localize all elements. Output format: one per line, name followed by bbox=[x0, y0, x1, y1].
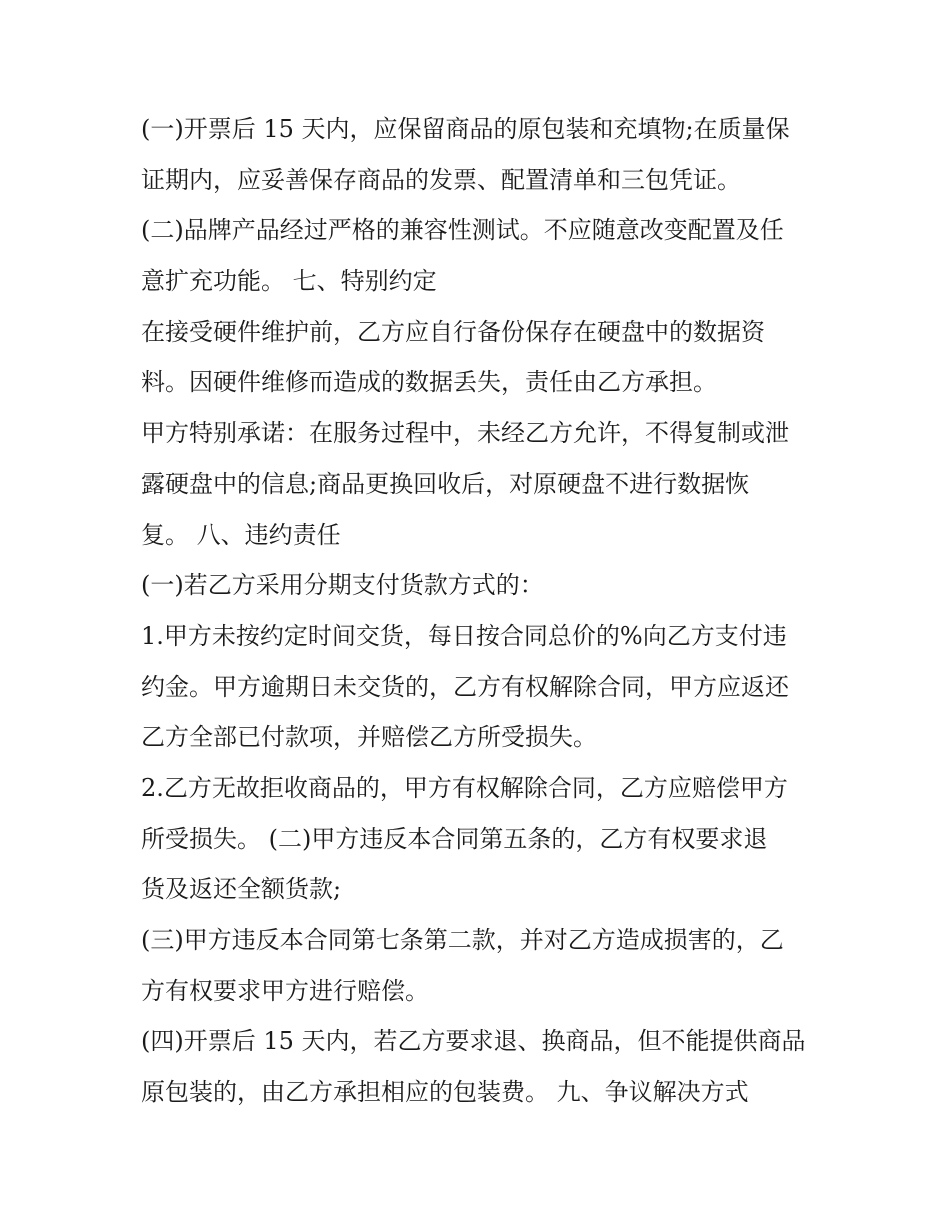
text-line: 复。 八、违约责任 bbox=[141, 520, 341, 549]
text-line: 所受损失。 (二)甲方违反本合同第五条的，乙方有权要求退 bbox=[141, 824, 768, 853]
text-line: 意扩充功能。 七、特别约定 bbox=[141, 267, 437, 296]
text-line: 约金。甲方逾期日未交货的，乙方有权解除合同，甲方应返还 bbox=[141, 672, 789, 701]
text-line: (四)开票后 15 天内，若乙方要求退、换商品，但不能提供商品 bbox=[141, 1027, 806, 1056]
text-line: 露硬盘中的信息;商品更换回收后，对原硬盘不进行数据恢 bbox=[141, 469, 750, 498]
text-line: 证期内，应妥善保存商品的发票、配置清单和三包凭证。 bbox=[141, 165, 741, 194]
text-line: (一)若乙方采用分期支付货款方式的： bbox=[141, 571, 544, 600]
text-line: 料。因硬件维修而造成的数据丢失，责任由乙方承担。 bbox=[141, 368, 717, 397]
text-line: 货及返还全额货款; bbox=[141, 875, 342, 904]
text-line: 在接受硬件维护前，乙方应自行备份保存在硬盘中的数据资 bbox=[141, 317, 765, 346]
text-line: 甲方特别承诺：在服务过程中，未经乙方允许，不得复制或泄 bbox=[141, 419, 789, 448]
text-line: 方有权要求甲方进行赔偿。 bbox=[141, 976, 429, 1005]
text-line: (一)开票后 15 天内，应保留商品的原包装和充填物;在质量保 bbox=[141, 115, 790, 143]
text-line: 乙方全部已付款项，并赔偿乙方所受损失。 bbox=[141, 723, 597, 752]
text-line: 原包装的，由乙方承担相应的包装费。 九、争议解决方式 bbox=[141, 1078, 749, 1107]
text-line: 1.甲方未按约定时间交货，每日按合同总价的%向乙方支付违 bbox=[141, 621, 787, 650]
text-line: (三)甲方违反本合同第七条第二款，并对乙方造成损害的，乙 bbox=[141, 926, 784, 954]
text-line: (二)品牌产品经过严格的兼容性测试。不应随意改变配置及任 bbox=[141, 216, 784, 245]
text-line: 2.乙方无故拒收商品的，甲方有权解除合同，乙方应赔偿甲方 bbox=[141, 773, 788, 802]
document-body bbox=[141, 104, 831, 1118]
